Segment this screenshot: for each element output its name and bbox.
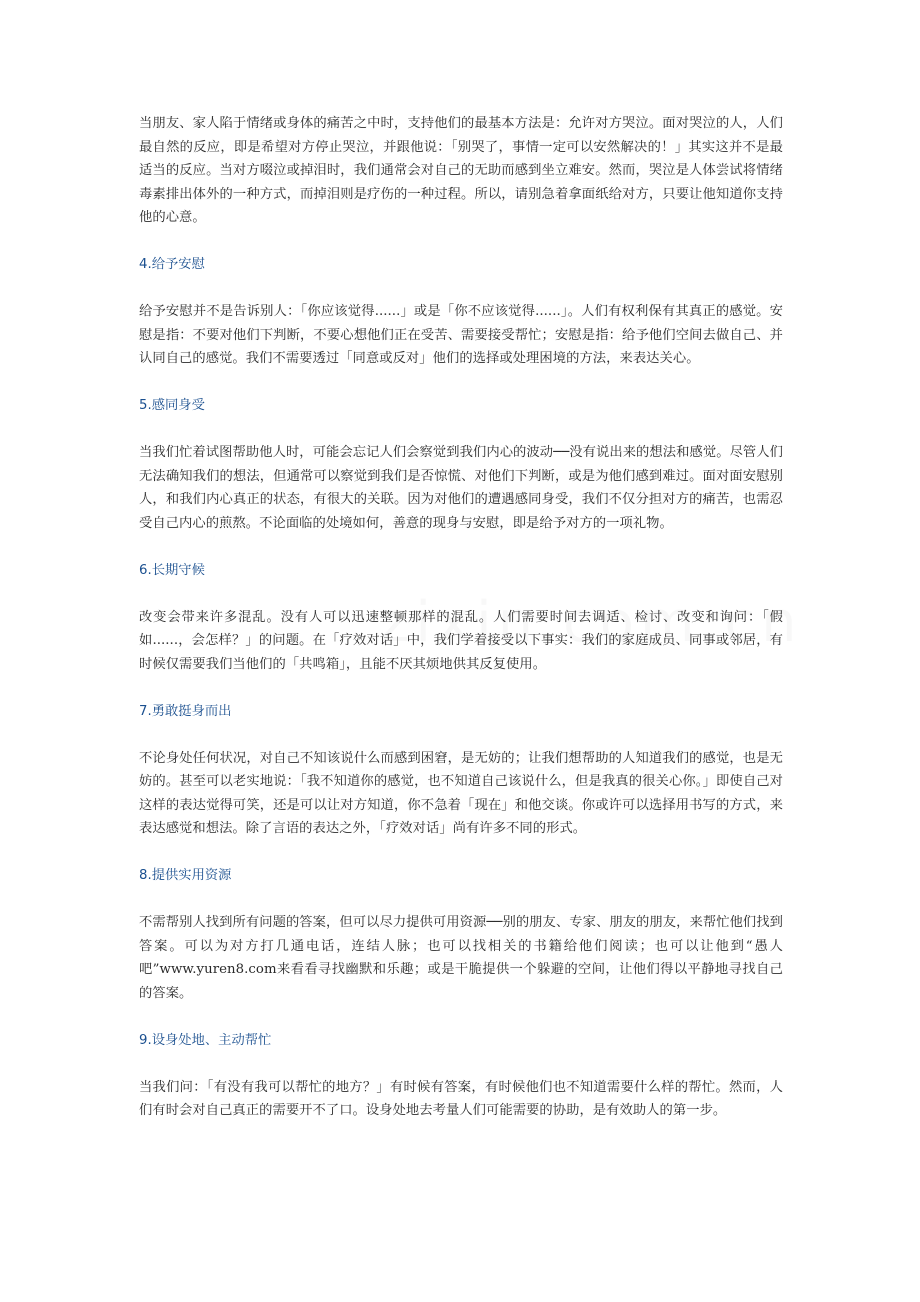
spacer [139, 582, 783, 606]
section-8-paragraph: 不需帮别人找到所有问题的答案，但可以尽力提供可用资源──别的朋友、专家、朋友的朋友，来帮忙他们找到答案。可以为对方打几通电话，连结人脉；也可以找相关的书籍给他们阅读；也可以让他到“愚人吧”www.yuren8.com来看看寻找幽默和乐趣；或是干脆提供一个躲避的空间，让他们得以平静地寻找自己的答案。 [139, 915, 783, 1001]
section-5-heading [139, 394, 783, 418]
spacer [139, 888, 783, 912]
section-4-heading [139, 253, 783, 277]
spacer [139, 418, 783, 442]
spacer [139, 841, 783, 865]
section-6-number: 6. [139, 562, 152, 578]
section-9-number: 9. [139, 1032, 152, 1048]
section-8-heading [139, 864, 783, 888]
document-body [139, 112, 783, 1123]
intro-paragraph: 当朋友、家人陷于情绪或身体的痛苦之中时，支持他们的最基本方法是：允许对方哭泣。面对哭泣的人，人们最自然的反应，即是希望对方停止哭泣，并跟他说：「别哭了，事情一定可以安然解决的！」其实这并不是最适当的反应。当对方啜泣或掉泪时，我们通常会对自己的无助而感到坐立难安。然而，哭泣是人体尝试将情绪毒素排出体外的一种方式，而掉泪则是疗伤的一种过程。所以，请别急着拿面纸给对方，只要让他知道你支持他的心意。 [139, 116, 783, 225]
section-5-paragraph: 当我们忙着试图帮助他人时，可能会忘记人们会察觉到我们内心的波动──没有说出来的想法和感觉。尽管人们无法确知我们的想法，但通常可以察觉到我们是否惊慌、对他们下判断，或是为他们感到难过。面对面安慰别人，和我们内心真正的状态，有很大的关联。因为对他们的遭遇感同身受，我们不仅分担对方的痛苦，也需忍受自己内心的煎熬。不论面临的处境如何，善意的现身与安慰，即是给予对方的一项礼物。 [139, 445, 783, 531]
section-7-heading [139, 700, 783, 724]
section-6-paragraph: 改变会带来许多混乱。没有人可以迅速整顿那样的混乱。人们需要时间去调适、检讨、改变和询问：「假如......，会怎样？」的问题。在「疗效对话」中，我们学着接受以下事实：我们的家庭成员、同事或邻居，有时候仅需要我们当他们的「共鸣箱」，且能不厌其烦地供其反复使用。 [139, 609, 783, 672]
spacer [139, 676, 783, 700]
section-4-paragraph: 给予安慰并不是告诉别人：「你应该觉得......」或是「你不应该觉得......」。人们有权利保有其真正的感觉。安慰是指：不要对他们下判断，不要心想他们正在受苦、需要接受帮忙；安慰是指：给予他们空间去做自己、并认同自己的感觉。我们不需要透过「同意或反对」他们的选择或处理困境的方法，来表达关心。 [139, 304, 783, 366]
section-5-number: 5. [139, 398, 152, 413]
section-4-number: 4. [139, 257, 152, 272]
section-7-paragraph: 不论身处任何状况，对自己不知该说什么而感到困窘，是无妨的；让我们想帮助的人知道我们的感觉，也是无妨的。甚至可以老实地说：「我不知道你的感觉，也不知道自己该说什么，但是我真的很关心你。」即使自己对这样的表达觉得可笑，还是可以让对方知道，你不急着「现在」和他交谈。你或许可以选择用书写的方式，来表达感觉和想法。除了言语的表达之外，「疗效对话」尚有许多不同的形式。 [139, 750, 783, 836]
section-9-paragraph: 当我们问：「有没有我可以帮忙的地方？」有时候有答案，有时候他们也不知道需要什么样的帮忙。然而，人们有时会对自己真正的需要开不了口。设身处地去考量人们可能需要的协助，是有效助人的第一步。 [139, 1079, 783, 1118]
section-4-title: 给予安慰 [151, 257, 205, 272]
spacer [139, 535, 783, 559]
section-9-heading [139, 1029, 783, 1053]
spacer [139, 277, 783, 301]
section-7-number: 7. [139, 703, 152, 719]
section-5-title: 感同身受 [151, 398, 205, 413]
section-9-title: 设身处地、主动帮忙 [151, 1032, 272, 1048]
section-6-heading [139, 559, 783, 583]
section-7-title: 勇敢挺身而出 [151, 703, 232, 719]
section-8-number: 8. [139, 868, 152, 883]
spacer [139, 1052, 783, 1076]
spacer [139, 230, 783, 254]
spacer [139, 1005, 783, 1029]
spacer [139, 723, 783, 747]
section-8-title: 提供实用资源 [151, 868, 232, 883]
section-6-title: 长期守候 [151, 562, 205, 578]
spacer [139, 371, 783, 395]
